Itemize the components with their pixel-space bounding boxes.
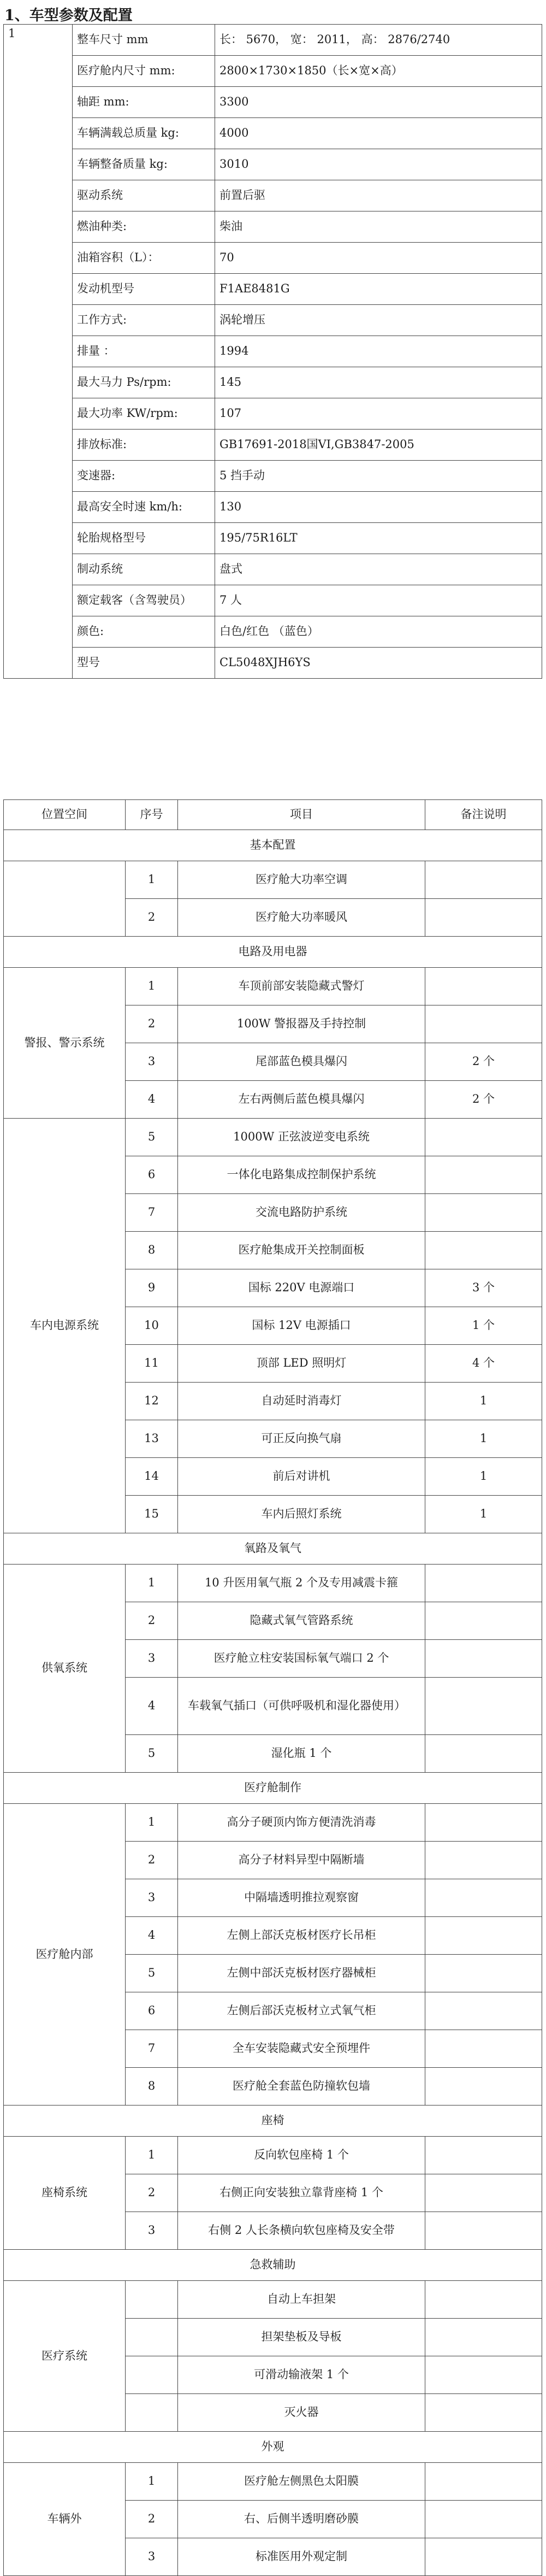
spec-row <box>4 616 542 648</box>
header-seq: 序号 <box>126 800 178 830</box>
spec-label: 额定载客（含驾驶员） <box>73 585 215 616</box>
item-cell: 湿化瓶 1 个 <box>178 1735 425 1773</box>
seq-cell: 1 <box>126 861 178 899</box>
item-cell: 右侧 2 人长条横向软包座椅及安全带 <box>178 2212 425 2250</box>
seq-cell: 5 <box>126 1955 178 1992</box>
spec-row <box>4 274 542 305</box>
note-cell <box>425 2030 542 2068</box>
seq-cell: 5 <box>126 1735 178 1773</box>
note-cell: 2 个 <box>425 1081 542 1119</box>
note-cell <box>425 1879 542 1917</box>
note-cell <box>425 2463 542 2501</box>
spec-label: 最大马力 Ps/rpm: <box>73 367 215 398</box>
note-cell <box>425 1992 542 2030</box>
spec-row <box>4 211 542 243</box>
spec-value: 70 <box>215 243 542 274</box>
item-cell: 高分子硬顶内饰方便清洗消毒 <box>178 1804 425 1842</box>
spec-value: F1AE8481G <box>215 274 542 305</box>
note-cell <box>425 2137 542 2174</box>
item-cell: 右、后侧半透明磨砂膜 <box>178 2501 425 2538</box>
note-cell: 3 个 <box>425 1269 542 1307</box>
seq-cell: 1 <box>126 1565 178 1602</box>
spec-value: 盘式 <box>215 554 542 585</box>
note-cell <box>425 1678 542 1735</box>
table-row <box>4 1565 542 1602</box>
seq-cell: 6 <box>126 1156 178 1194</box>
seq-cell: 1 <box>126 2137 178 2174</box>
item-cell: 隐藏式氧气管路系统 <box>178 1602 425 1640</box>
seq-cell: 12 <box>126 1383 178 1420</box>
item-cell: 反向软包座椅 1 个 <box>178 2137 425 2174</box>
note-cell <box>425 861 542 899</box>
item-cell: 医疗舱全套蓝色防撞软包墙 <box>178 2068 425 2106</box>
item-cell: 国标 12V 电源插口 <box>178 1307 425 1345</box>
item-cell: 可正反向换气扇 <box>178 1420 425 1458</box>
item-cell: 医疗舱左侧黑色太阳膜 <box>178 2463 425 2501</box>
item-cell: 自动延时消毒灯 <box>178 1383 425 1420</box>
spec-row <box>4 243 542 274</box>
table-row <box>4 1119 542 1156</box>
table-row <box>4 1804 542 1842</box>
note-cell <box>425 1194 542 1232</box>
spec-row <box>4 87 542 118</box>
header-position: 位置空间 <box>4 800 126 830</box>
item-cell: 医疗舱立柱安装国标氧气端口 2 个 <box>178 1640 425 1678</box>
spec-label: 型号 <box>73 648 215 679</box>
section-row <box>4 2250 542 2281</box>
spec-row <box>4 554 542 585</box>
spec-index: 1 <box>4 25 73 679</box>
spec-value: 5 挡手动 <box>215 461 542 492</box>
section-row <box>4 937 542 968</box>
seq-cell: 2 <box>126 1005 178 1043</box>
seq-cell <box>126 2394 178 2432</box>
item-cell: 1000W 正弦波逆变电系统 <box>178 1119 425 1156</box>
spec-row <box>4 180 542 211</box>
note-cell <box>425 899 542 937</box>
note-cell: 1 <box>425 1383 542 1420</box>
spec-value: 195/75R16LT <box>215 523 542 554</box>
item-cell: 左侧后部沃克板材立式氧气柜 <box>178 1992 425 2030</box>
page-title: 1、车型参数及配置 <box>4 7 133 24</box>
spec-value: CL5048XJH6YS <box>215 648 542 679</box>
seq-cell: 1 <box>126 1804 178 1842</box>
config-header-row <box>4 800 542 830</box>
item-cell: 前后对讲机 <box>178 1458 425 1496</box>
seq-cell: 1 <box>126 968 178 1005</box>
spec-row <box>4 336 542 367</box>
note-cell <box>425 1735 542 1773</box>
item-cell: 右侧正向安装独立靠背座椅 1 个 <box>178 2174 425 2212</box>
item-cell: 中隔墙透明推拉观察窗 <box>178 1879 425 1917</box>
note-cell <box>425 1842 542 1879</box>
table-row <box>4 2463 542 2501</box>
note-cell <box>425 1156 542 1194</box>
item-cell: 自动上车担架 <box>178 2281 425 2319</box>
position-cell: 医疗系统 <box>4 2281 126 2432</box>
seq-cell <box>126 2319 178 2356</box>
spec-row <box>4 648 542 679</box>
table-row <box>4 968 542 1005</box>
seq-cell: 9 <box>126 1269 178 1307</box>
spec-value: 130 <box>215 492 542 523</box>
spec-value: 145 <box>215 367 542 398</box>
note-cell <box>425 2068 542 2106</box>
seq-cell: 2 <box>126 1842 178 1879</box>
note-cell <box>425 2356 542 2394</box>
section-title: 氧路及氧气 <box>4 1533 542 1565</box>
spec-label: 轮胎规格型号 <box>73 523 215 554</box>
header-item: 项目 <box>178 800 425 830</box>
spec-value: 4000 <box>215 118 542 149</box>
spec-label: 燃油种类: <box>73 211 215 243</box>
spec-row <box>4 56 542 87</box>
item-cell: 医疗舱大功率空调 <box>178 861 425 899</box>
spec-value: 前置后驱 <box>215 180 542 211</box>
item-cell: 车内后照灯系统 <box>178 1496 425 1533</box>
note-cell <box>425 2174 542 2212</box>
seq-cell: 15 <box>126 1496 178 1533</box>
spec-value: 2800×1730×1850（长×宽×高） <box>215 56 542 87</box>
seq-cell: 6 <box>126 1992 178 2030</box>
spec-label: 油箱容积（L）： <box>73 243 215 274</box>
seq-cell: 4 <box>126 1678 178 1735</box>
section-title: 基本配置 <box>4 830 542 861</box>
position-cell: 医疗舱内部 <box>4 1804 126 2106</box>
item-cell: 左侧上部沃克板材医疗长吊柜 <box>178 1917 425 1955</box>
note-cell <box>425 1119 542 1156</box>
note-cell <box>425 2319 542 2356</box>
note-cell <box>425 2394 542 2432</box>
note-cell: 1 <box>425 1420 542 1458</box>
table-row <box>4 2137 542 2174</box>
spec-label: 制动系统 <box>73 554 215 585</box>
note-cell <box>425 1005 542 1043</box>
seq-cell: 14 <box>126 1458 178 1496</box>
item-cell: 车顶前部安装隐藏式警灯 <box>178 968 425 1005</box>
seq-cell: 2 <box>126 2174 178 2212</box>
seq-cell: 4 <box>126 1917 178 1955</box>
spec-row <box>4 367 542 398</box>
spec-row <box>4 149 542 180</box>
seq-cell <box>126 2356 178 2394</box>
position-cell: 供氧系统 <box>4 1565 126 1773</box>
item-cell: 国标 220V 电源端口 <box>178 1269 425 1307</box>
section-title: 座椅 <box>4 2106 542 2137</box>
seq-cell: 2 <box>126 2501 178 2538</box>
note-cell <box>425 2281 542 2319</box>
seq-cell: 3 <box>126 1879 178 1917</box>
item-cell: 担架垫板及导板 <box>178 2319 425 2356</box>
item-cell: 左侧中部沃克板材医疗器械柜 <box>178 1955 425 1992</box>
spec-label: 车辆满载总质量 kg: <box>73 118 215 149</box>
item-cell: 全车安装隐藏式安全预埋件 <box>178 2030 425 2068</box>
spec-row <box>4 461 542 492</box>
item-cell: 100W 警报器及手持控制 <box>178 1005 425 1043</box>
seq-cell <box>126 2281 178 2319</box>
spec-row <box>4 305 542 336</box>
item-cell: 车载氧气插口（可供呼吸机和湿化器使用） <box>178 1678 425 1735</box>
spec-label: 驱动系统 <box>73 180 215 211</box>
seq-cell: 2 <box>126 899 178 937</box>
spec-row <box>4 492 542 523</box>
seq-cell: 5 <box>126 1119 178 1156</box>
spec-label: 医疗舱内尺寸 mm: <box>73 56 215 87</box>
seq-cell: 11 <box>126 1345 178 1383</box>
spec-label: 轴距 mm: <box>73 87 215 118</box>
spec-label: 发动机型号 <box>73 274 215 305</box>
item-cell: 可滑动输液架 1 个 <box>178 2356 425 2394</box>
seq-cell: 8 <box>126 1232 178 1269</box>
seq-cell: 10 <box>126 1307 178 1345</box>
spec-row <box>4 118 542 149</box>
spec-label: 颜色: <box>73 616 215 648</box>
seq-cell: 1 <box>126 2463 178 2501</box>
item-cell: 顶部 LED 照明灯 <box>178 1345 425 1383</box>
spec-label: 车辆整备质量 kg: <box>73 149 215 180</box>
spec-table <box>3 24 542 679</box>
spec-label: 排量 ： <box>73 336 215 367</box>
item-cell: 尾部蓝色模具爆闪 <box>178 1043 425 1081</box>
note-cell: 1 个 <box>425 1307 542 1345</box>
spec-value: 7 人 <box>215 585 542 616</box>
section-title: 电路及用电器 <box>4 937 542 968</box>
seq-cell: 7 <box>126 1194 178 1232</box>
spec-row <box>4 523 542 554</box>
section-title: 急救辅助 <box>4 2250 542 2281</box>
seq-cell: 3 <box>126 2538 178 2576</box>
spec-value: 白色/红色 （蓝色） <box>215 616 542 648</box>
item-cell: 医疗舱大功率暖风 <box>178 899 425 937</box>
note-cell <box>425 2212 542 2250</box>
section-title: 外观 <box>4 2432 542 2463</box>
item-cell: 一体化电路集成控制保护系统 <box>178 1156 425 1194</box>
section-row <box>4 2432 542 2463</box>
spec-value: 涡轮增压 <box>215 305 542 336</box>
note-cell: 2 个 <box>425 1043 542 1081</box>
note-cell <box>425 1640 542 1678</box>
spec-row <box>4 430 542 461</box>
position-cell: 车辆外 <box>4 2463 126 2576</box>
note-cell <box>425 968 542 1005</box>
position-cell <box>4 861 126 937</box>
table-row <box>4 2281 542 2319</box>
spec-label: 排放标准: <box>73 430 215 461</box>
note-cell: 1 <box>425 1458 542 1496</box>
spec-value: 3300 <box>215 87 542 118</box>
table-row <box>4 861 542 899</box>
spec-row <box>4 585 542 616</box>
spec-label: 整车尺寸 mm <box>73 25 215 56</box>
note-cell: 4 个 <box>425 1345 542 1383</box>
position-cell: 警报、警示系统 <box>4 968 126 1119</box>
item-cell: 高分子材料异型中隔断墙 <box>178 1842 425 1879</box>
item-cell: 10 升医用氧气瓶 2 个及专用减震卡箍 <box>178 1565 425 1602</box>
seq-cell: 3 <box>126 2212 178 2250</box>
item-cell: 灭火器 <box>178 2394 425 2432</box>
note-cell: 1 <box>425 1496 542 1533</box>
seq-cell: 8 <box>126 2068 178 2106</box>
spec-label: 最大功率 KW/rpm: <box>73 398 215 430</box>
item-cell: 医疗舱集成开关控制面板 <box>178 1232 425 1269</box>
seq-cell: 7 <box>126 2030 178 2068</box>
config-table <box>3 799 542 2576</box>
seq-cell: 2 <box>126 1602 178 1640</box>
position-cell: 座椅系统 <box>4 2137 126 2250</box>
spec-value: 3010 <box>215 149 542 180</box>
section-row <box>4 1773 542 1804</box>
item-cell: 标准医用外观定制 <box>178 2538 425 2576</box>
note-cell <box>425 1232 542 1269</box>
spec-value: 柴油 <box>215 211 542 243</box>
section-row <box>4 2106 542 2137</box>
note-cell <box>425 2501 542 2538</box>
spec-value: 107 <box>215 398 542 430</box>
note-cell <box>425 2538 542 2576</box>
seq-cell: 4 <box>126 1081 178 1119</box>
note-cell <box>425 1917 542 1955</box>
spec-label: 工作方式: <box>73 305 215 336</box>
header-note: 备注说明 <box>425 800 542 830</box>
section-title: 医疗舱制作 <box>4 1773 542 1804</box>
note-cell <box>425 1602 542 1640</box>
position-cell: 车内电源系统 <box>4 1119 126 1533</box>
item-cell: 交流电路防护系统 <box>178 1194 425 1232</box>
section-row <box>4 1533 542 1565</box>
note-cell <box>425 1565 542 1602</box>
seq-cell: 3 <box>126 1640 178 1678</box>
spec-label: 变速器: <box>73 461 215 492</box>
spec-value: GB17691-2018国VI,GB3847-2005 <box>215 430 542 461</box>
spec-value: 长： 5670， 宽： 2011， 高： 2876/2740 <box>215 25 542 56</box>
seq-cell: 13 <box>126 1420 178 1458</box>
note-cell <box>425 1804 542 1842</box>
spec-row <box>4 25 542 56</box>
section-row <box>4 830 542 861</box>
seq-cell: 3 <box>126 1043 178 1081</box>
note-cell <box>425 1955 542 1992</box>
spec-value: 1994 <box>215 336 542 367</box>
spec-label: 最高安全时速 km/h: <box>73 492 215 523</box>
spec-row <box>4 398 542 430</box>
item-cell: 左右两侧后蓝色模具爆闪 <box>178 1081 425 1119</box>
